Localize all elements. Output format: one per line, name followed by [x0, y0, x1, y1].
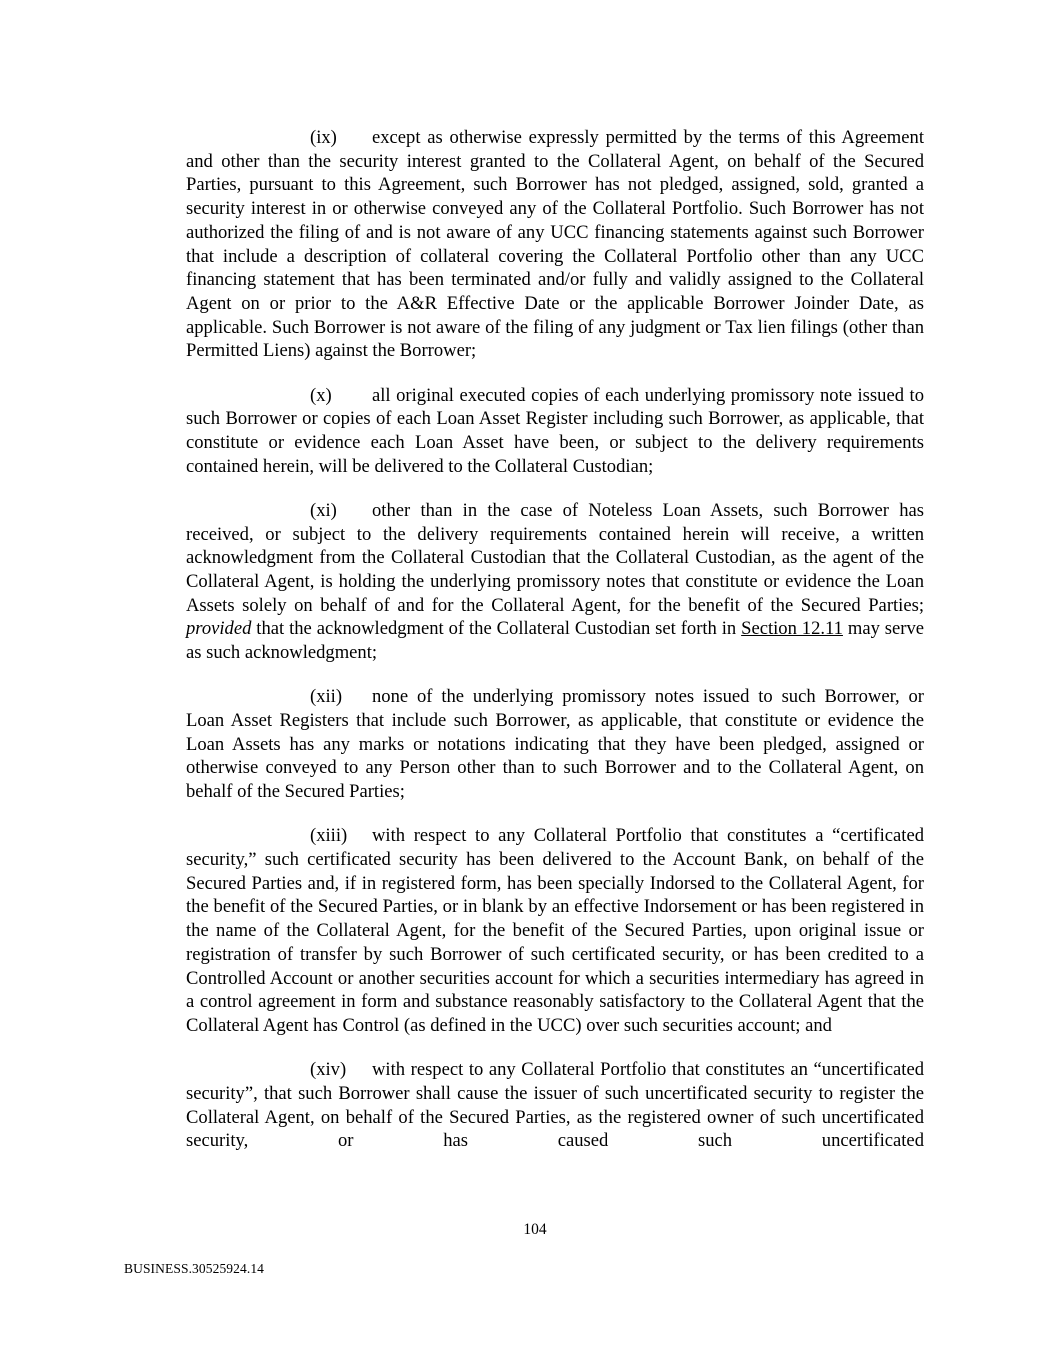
document-id-footer: BUSINESS.30525924.14 — [124, 1261, 265, 1276]
clause-number: (xiv) — [310, 1059, 347, 1081]
clause-x — [186, 384, 924, 479]
clause-number: (xiii) — [310, 825, 348, 847]
clause-xiv — [186, 1058, 924, 1153]
clause-xi — [186, 499, 924, 665]
clause-text: that the acknowledgment of the Collateral Custodian set forth in — [251, 618, 742, 640]
clause-xii — [186, 685, 924, 804]
page-number: 104 — [523, 1221, 547, 1238]
clause-text: other than in the case of Noteless Loan Assets, such Borrower has received, or subject to the delivery requirements contained herein will receive, a written acknowledgment from the Collateral Custodian that the Collateral Custodian, as the agent of the Collateral Agent, is holding the underlying promissory notes that constitute or evidence the Loan Assets solely on behalf of and for the Collateral Agent, for the benefit of the Secured Parties; — [186, 499, 924, 616]
clause-text: except as otherwise expressly permitted by the terms of this Agreement and other than the security interest granted to the Collateral Agent, on behalf of the Secured Parties, pursuant to this Agreement, such Borrower has not pledged, assigned, sold, granted a security interest in or otherwise conveyed any of the Collateral Portfolio. Such Borrower has not authorized the filing of and is not aware of any UCC financing statements against such Borrower that include a description of collateral covering the Collateral Portfolio other than any UCC financing statement that has been terminated and/or fully and validly assigned to the Collateral Agent on or prior to the A&R Effective Date or the applicable Borrower Joinder Date, as applicable. Such Borrower is not aware of the filing of any judgment or Tax lien filings (other than Permitted Liens) against the Borrower; — [186, 127, 924, 362]
clause-number: (xii) — [310, 686, 343, 708]
clause-number: (ix) — [310, 127, 337, 148]
clause-xiii — [186, 824, 924, 1037]
section-reference-link[interactable]: Section 12.11 — [741, 618, 843, 640]
clause-text: with respect to any Collateral Portfolio that constitutes an “uncertificated security”, that such Borrower shall cause the issuer of such uncertificated security to register the Collateral Agent, on behalf of the Secured Parties, as the registered owner of such uncertificated security, or has caused such uncertificated — [186, 1059, 924, 1152]
clause-text: all original executed copies of each underlying promissory note issued to such Borrower or copies of each Loan Asset Register including such Borrower, as applicable, that constitute or evidence each Loan Asset have been, or subject to the delivery requirements contained herein, will be delivered to the Collateral Custodian; — [186, 384, 924, 477]
clause-text: may serve as such acknowledgment; — [186, 618, 924, 664]
clause-ix — [186, 126, 924, 363]
clause-text: none of the underlying promissory notes issued to such Borrower, or Loan Asset Registers that include such Borrower, as applicable, that constitute or evidence the Loan Assets has any marks or notations indicating that they have been pledged, assigned or otherwise conveyed to any Person other than to such Borrower and to the Collateral Agent, on behalf of the Secured Parties; — [186, 686, 924, 803]
clause-text: with respect to any Collateral Portfolio that constitutes a “certificated security,” such certificated security has been delivered to the Account Bank, on behalf of the Secured Parties and, if in registered form, has been specially Indorsed to the Collateral Agent, for the benefit of the Secured Parties, or in blank by an effective Indorsement or has been registered in the name of the Collateral Agent, for the benefit of the Secured Parties, upon original issue or registration of transfer by such Borrower of such certificated security, or has been credited to a Controlled Account or another securities account for which a securities intermediary has agreed in a control agreement in form and substance reasonably satisfactory to the Collateral Agent that the Collateral Agent has Control (as defined in the UCC) over such securities account; and — [186, 825, 924, 1036]
document-body — [186, 126, 924, 1153]
clause-italic-term: provided — [186, 618, 252, 640]
clause-number: (xi) — [310, 499, 337, 521]
clause-number: (x) — [310, 384, 332, 406]
